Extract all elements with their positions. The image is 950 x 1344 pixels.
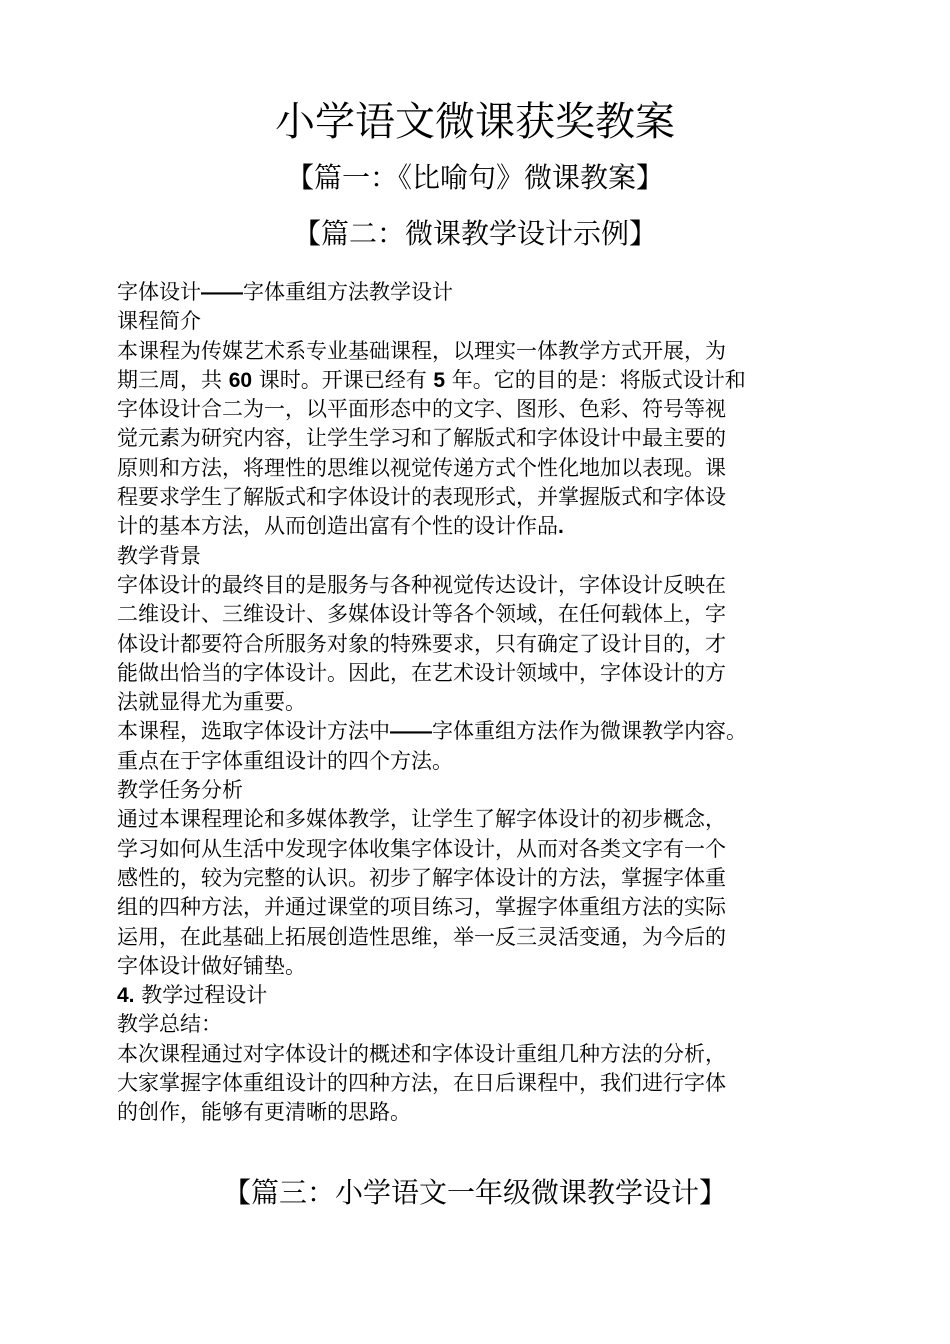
paragraph-line: 大家掌握字体重组设计的四种方法，在日后课程中，我们进行字体 — [117, 1071, 726, 1096]
paragraph-line: 能做出恰当的字体设计。因此，在艺术设计领域中，字体设计的方 — [117, 660, 726, 685]
paragraph-line: 原则和方法，将理性的思维以视觉传递方式个性化地加以表现。课 — [117, 455, 726, 480]
section-2-body — [117, 278, 857, 1128]
paragraph-line: 字体设计做好铺垫。 — [117, 953, 306, 978]
document-title: 小学语文微课获奖教案 — [275, 99, 675, 145]
paragraph-line: 重点在于字体重组设计的四个方法。 — [117, 748, 453, 773]
paragraph-line: 二维设计、三维设计、多媒体设计等各个领域，在任何载体上，字 — [117, 602, 726, 627]
section-heading-2: 【篇二：微课教学设计示例】 — [292, 217, 657, 250]
paragraph-line: 感性的，较为完整的认识。初步了解字体设计的方法，掌握字体重 — [117, 865, 726, 890]
paragraph-line: 通过本课程理论和多媒体教学，让学生了解字体设计的初步概念， — [117, 807, 726, 832]
paragraph-line: 期三周，共 60 课时。开课已经有 5 年。它的目的是：将版式设计和 — [117, 367, 746, 392]
paragraph-line: 本课程为传媒艺术系专业基础课程，以理实一体教学方式开展，为 — [117, 338, 726, 363]
paragraph-line: 本次课程通过对字体设计的概述和字体设计重组几种方法的分析， — [117, 1041, 726, 1066]
paragraph-line: 字体设计的最终目的是服务与各种视觉传达设计，字体设计反映在 — [117, 572, 726, 597]
paragraph-line: 本课程，选取字体设计方法中——字体重组方法作为微课教学内容。 — [117, 719, 747, 744]
paragraph-line: 计的基本方法，从而创造出富有个性的设计作品. — [117, 514, 564, 539]
heading-task-analysis: 教学任务分析 — [117, 778, 243, 803]
section-heading-3: 【篇三：小学语文一年级微课教学设计】 — [222, 1176, 727, 1209]
paragraph-line: 程要求学生了解版式和字体设计的表现形式，并掌握版式和字体设 — [117, 485, 726, 510]
paragraph-line: 组的四种方法，并通过课堂的项目练习，掌握字体重组方法的实际 — [117, 895, 726, 920]
paragraph-line: 觉元素为研究内容，让学生学习和了解版式和字体设计中最主要的 — [117, 426, 726, 451]
paragraph-line: 的创作，能够有更清晰的思路。 — [117, 1100, 411, 1125]
subtitle-line: 字体设计——字体重组方法教学设计 — [117, 280, 453, 304]
paragraph-line: 体设计都要符合所服务对象的特殊要求，只有确定了设计目的，才 — [117, 631, 726, 656]
heading-teaching-background: 教学背景 — [117, 543, 201, 568]
paragraph-line: 字体设计合二为一，以平面形态中的文字、图形、色彩、符号等视 — [117, 397, 726, 422]
heading-summary: 教学总结： — [117, 1012, 222, 1037]
paragraph-line: 运用，在此基础上拓展创造性思维，举一反三灵活变通，为今后的 — [117, 924, 726, 949]
paragraph-line: 学习如何从生活中发现字体收集字体设计，从而对各类文字有一个 — [117, 836, 726, 861]
section-heading-1: 【篇一：《比喻句》微课教案】 — [285, 161, 664, 194]
heading-course-intro: 课程简介 — [117, 309, 201, 334]
heading-process-design: 4. 教学过程设计 — [117, 983, 268, 1008]
paragraph-line: 法就显得尤为重要。 — [117, 690, 306, 715]
